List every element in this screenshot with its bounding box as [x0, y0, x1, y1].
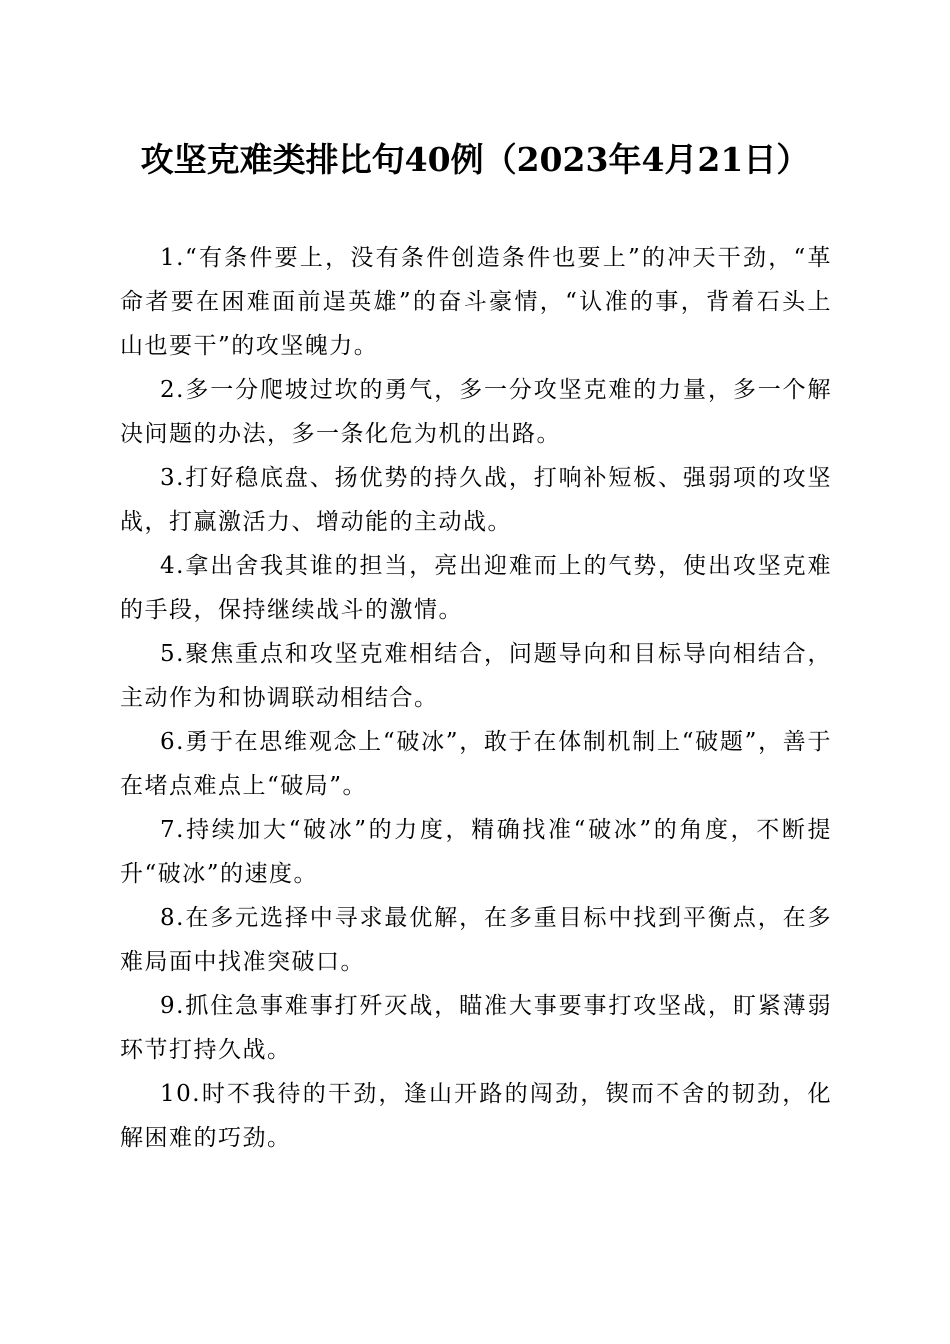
- paragraph: 10.时不我待的干劲，逢山开路的闯劲，锲而不舍的韧劲，化解困难的巧劲。: [120, 1081, 832, 1151]
- document-body: [120, 236, 832, 1160]
- document-title: 攻坚克难类排比句40例（2023年4月21日）: [140, 140, 810, 179]
- paragraph: 1.“有条件要上，没有条件创造条件也要上”的冲天干劲，“革命者要在困难面前逞英雄”的奋斗豪情，“认准的事，背着石头上山也要干”的攻坚魄力。: [120, 245, 832, 359]
- paragraph: 7.持续加大“破冰”的力度，精确找准“破冰”的角度，不断提升“破冰”的速度。: [120, 817, 832, 887]
- paragraph: 9.抓住急事难事打歼灭战，瞄准大事要事打攻坚战，盯紧薄弱环节打持久战。: [120, 993, 832, 1063]
- paragraph: 5.聚焦重点和攻坚克难相结合，问题导向和目标导向相结合，主动作为和协调联动相结合。: [120, 641, 832, 711]
- paragraph: 6.勇于在思维观念上“破冰”，敢于在体制机制上“破题”，善于在堵点难点上“破局”。: [120, 729, 832, 799]
- paragraph: 8.在多元选择中寻求最优解，在多重目标中找到平衡点，在多难局面中找准突破口。: [120, 905, 832, 975]
- paragraph: 3.打好稳底盘、扬优势的持久战，打响补短板、强弱项的攻坚战，打赢激活力、增动能的主动战。: [120, 465, 832, 535]
- paragraph: 2.多一分爬坡过坎的勇气，多一分攻坚克难的力量，多一个解决问题的办法，多一条化危为机的出路。: [120, 377, 832, 447]
- paragraph: 4.拿出舍我其谁的担当，亮出迎难而上的气势，使出攻坚克难的手段，保持继续战斗的激情。: [120, 553, 832, 623]
